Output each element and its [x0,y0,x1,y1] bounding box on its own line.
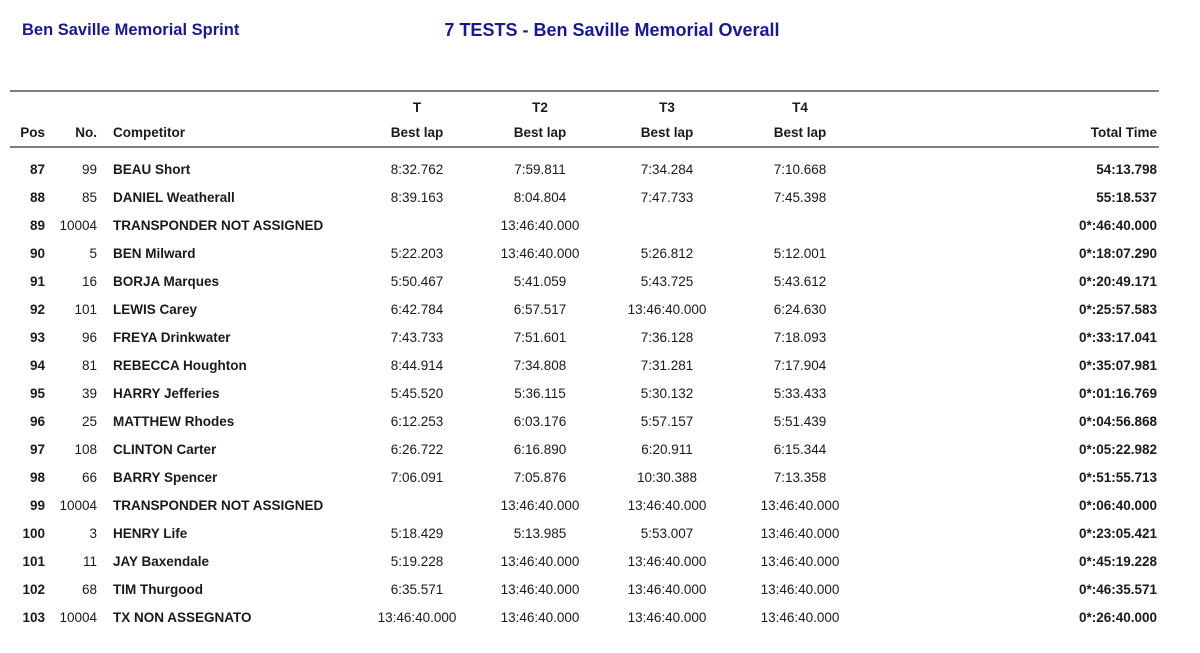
report-title: 7 TESTS - Ben Saville Memorial Overall [444,20,780,40]
column-header-test-4: T4 [792,100,808,116]
cell-best-lap-t4: 5:33.433 [773,386,827,402]
cell-total-time: 0*:01:16.769 [1078,386,1157,402]
table-row [10,156,1159,184]
cell-competitor-number: 66 [81,470,97,486]
cell-best-lap-t4: 13:46:40.000 [760,582,840,598]
cell-competitor-name: HARRY Jefferies [113,386,220,402]
table-row [10,352,1159,380]
column-header-bestlap-4: Best lap [773,125,827,141]
column-header-bestlap-3: Best lap [640,125,694,141]
cell-competitor-number: 25 [81,414,97,430]
cell-best-lap-t3: 7:34.284 [640,162,694,178]
cell-competitor-name: BEN Milward [113,246,196,262]
cell-best-lap-t3: 10:30.388 [636,470,698,486]
column-header-bestlap-1: Best lap [390,125,444,141]
cell-best-lap-t1: 7:06.091 [390,470,444,486]
cell-competitor-name: BEAU Short [113,162,191,178]
cell-competitor-number: 10004 [59,610,97,626]
cell-competitor-name: BARRY Spencer [113,470,218,486]
cell-total-time: 0*:46:40.000 [1078,218,1157,234]
cell-total-time: 0*:04:56.868 [1078,414,1157,430]
table-row [10,240,1159,268]
cell-total-time: 0*:05:22.982 [1078,442,1157,458]
cell-best-lap-t4: 7:18.093 [773,330,827,346]
cell-best-lap-t1: 6:12.253 [390,414,444,430]
cell-best-lap-t2: 13:46:40.000 [500,582,580,598]
column-header-test-1: T [412,100,422,116]
cell-competitor-name: REBECCA Houghton [113,358,247,374]
column-header-pos: Pos [20,125,45,141]
cell-best-lap-t2: 13:46:40.000 [500,246,580,262]
cell-best-lap-t4: 7:45.398 [773,190,827,206]
table-row [10,296,1159,324]
table-row [10,576,1159,604]
cell-total-time: 0*:23:05.421 [1078,526,1157,542]
results-table [10,90,1159,632]
cell-best-lap-t3: 5:57.157 [640,414,694,430]
cell-competitor-name: FREYA Drinkwater [113,330,231,346]
cell-best-lap-t4: 5:43.612 [773,274,827,290]
cell-competitor-number: 68 [81,582,97,598]
cell-best-lap-t1: 6:42.784 [390,302,444,318]
cell-position: 92 [29,302,45,318]
cell-best-lap-t4: 6:24.630 [773,302,827,318]
table-row [10,380,1159,408]
cell-best-lap-t1: 8:39.163 [390,190,444,206]
cell-best-lap-t3: 13:46:40.000 [627,498,707,514]
cell-competitor-name: TIM Thurgood [113,582,203,598]
cell-competitor-name: LEWIS Carey [113,302,198,318]
column-header-test-2: T2 [532,100,548,116]
cell-competitor-name: TRANSPONDER NOT ASSIGNED [113,218,324,234]
cell-best-lap-t1: 7:43.733 [390,330,444,346]
cell-competitor-number: 3 [89,526,97,542]
table-row [10,520,1159,548]
cell-competitor-name: BORJA Marques [113,274,220,290]
cell-position: 100 [22,526,45,542]
cell-best-lap-t2: 5:13.985 [513,526,567,542]
cell-best-lap-t2: 13:46:40.000 [500,610,580,626]
cell-competitor-name: TRANSPONDER NOT ASSIGNED [113,498,324,514]
column-header-total-time: Total Time [1090,125,1157,141]
cell-best-lap-t4: 6:15.344 [773,442,827,458]
cell-best-lap-t4: 7:13.358 [773,470,827,486]
cell-position: 97 [29,442,45,458]
cell-total-time: 0*:35:07.981 [1078,358,1157,374]
table-header-test-row [10,96,1159,120]
event-title: Ben Saville Memorial Sprint [22,21,240,39]
cell-best-lap-t3: 5:30.132 [640,386,694,402]
table-row [10,184,1159,212]
table-row [10,604,1159,632]
cell-competitor-number: 11 [82,554,97,570]
cell-competitor-name: DANIEL Weatherall [113,190,235,206]
cell-best-lap-t2: 6:16.890 [513,442,567,458]
cell-best-lap-t3: 13:46:40.000 [627,302,707,318]
cell-best-lap-t2: 13:46:40.000 [500,498,580,514]
cell-competitor-number: 10004 [59,498,97,514]
cell-competitor-name: JAY Baxendale [113,554,210,570]
table-header [10,90,1159,148]
cell-best-lap-t3: 7:47.733 [640,190,694,206]
cell-competitor-name: CLINTON Carter [113,442,217,458]
table-row [10,492,1159,520]
cell-competitor-number: 5 [89,246,97,262]
report-header [0,0,1200,90]
cell-competitor-name: HENRY Life [113,526,188,542]
table-header-label-row [10,120,1159,146]
cell-best-lap-t3: 5:43.725 [640,274,694,290]
table-row [10,324,1159,352]
cell-position: 98 [29,470,45,486]
column-header-bestlap-2: Best lap [513,125,567,141]
cell-total-time: 0*:25:57.583 [1078,302,1157,318]
column-header-competitor: Competitor [113,125,185,141]
cell-best-lap-t1: 5:18.429 [390,526,444,542]
cell-best-lap-t1: 8:32.762 [390,162,444,178]
table-row [10,212,1159,240]
cell-best-lap-t3: 6:20.911 [641,442,693,458]
cell-position: 101 [22,554,45,570]
table-row [10,548,1159,576]
cell-best-lap-t1: 5:45.520 [390,386,444,402]
cell-total-time: 0*:45:19.228 [1078,554,1157,570]
cell-position: 90 [29,246,45,262]
table-row [10,464,1159,492]
cell-total-time: 0*:46:35.571 [1078,582,1157,598]
cell-best-lap-t3: 13:46:40.000 [627,610,707,626]
cell-best-lap-t1: 13:46:40.000 [377,610,457,626]
table-row [10,408,1159,436]
cell-competitor-number: 99 [81,162,97,178]
cell-best-lap-t2: 8:04.804 [513,190,567,206]
table-body [10,148,1159,632]
cell-position: 88 [29,190,45,206]
cell-best-lap-t2: 5:41.059 [513,274,567,290]
cell-competitor-number: 85 [81,190,97,206]
cell-best-lap-t1: 6:35.571 [390,582,444,598]
cell-best-lap-t2: 13:46:40.000 [500,554,580,570]
cell-best-lap-t1: 5:22.203 [390,246,444,262]
cell-best-lap-t3: 7:36.128 [640,330,694,346]
cell-best-lap-t4: 13:46:40.000 [760,526,840,542]
cell-best-lap-t4: 13:46:40.000 [760,554,840,570]
cell-best-lap-t1: 6:26.722 [390,442,444,458]
cell-competitor-number: 39 [81,386,97,402]
cell-best-lap-t3: 7:31.281 [640,358,694,374]
cell-competitor-number: 81 [81,358,97,374]
cell-best-lap-t2: 7:59.811 [514,162,566,178]
cell-competitor-name: MATTHEW Rhodes [113,414,235,430]
cell-best-lap-t2: 6:57.517 [513,302,567,318]
table-row [10,436,1159,464]
cell-position: 95 [29,386,45,402]
cell-competitor-number: 108 [74,442,97,458]
cell-best-lap-t4: 13:46:40.000 [760,498,840,514]
cell-competitor-number: 101 [74,302,97,318]
cell-position: 103 [22,610,45,626]
cell-best-lap-t4: 5:12.001 [773,246,827,262]
cell-best-lap-t2: 7:34.808 [513,358,567,374]
cell-best-lap-t1: 5:19.228 [390,554,444,570]
cell-competitor-name: TX NON ASSEGNATO [113,610,252,626]
cell-position: 96 [29,414,45,430]
cell-total-time: 0*:26:40.000 [1078,610,1157,626]
column-header-test-3: T3 [659,100,675,116]
cell-position: 99 [29,498,45,514]
cell-position: 91 [29,274,45,290]
cell-total-time: 0*:18:07.290 [1078,246,1157,262]
cell-position: 89 [29,218,45,234]
cell-total-time: 55:18.537 [1096,190,1157,206]
cell-best-lap-t2: 6:03.176 [513,414,567,430]
cell-best-lap-t1: 8:44.914 [390,358,444,374]
cell-best-lap-t4: 5:51.439 [773,414,827,430]
cell-best-lap-t3: 13:46:40.000 [627,582,707,598]
cell-total-time: 0*:51:55.713 [1078,470,1157,486]
cell-competitor-number: 96 [81,330,97,346]
cell-best-lap-t1: 5:50.467 [390,274,444,290]
cell-total-time: 0*:33:17.041 [1078,330,1157,346]
cell-position: 93 [29,330,45,346]
cell-position: 94 [29,358,45,374]
table-row [10,268,1159,296]
cell-total-time: 0*:20:49.171 [1078,274,1157,290]
cell-best-lap-t3: 5:26.812 [640,246,694,262]
cell-position: 87 [29,162,45,178]
cell-position: 102 [22,582,45,598]
column-header-no: No. [75,125,97,141]
cell-best-lap-t4: 7:10.668 [773,162,827,178]
cell-competitor-number: 16 [81,274,97,290]
cell-best-lap-t2: 7:05.876 [513,470,567,486]
cell-best-lap-t4: 7:17.904 [773,358,827,374]
cell-best-lap-t2: 13:46:40.000 [500,218,580,234]
cell-competitor-number: 10004 [59,218,97,234]
cell-best-lap-t4: 13:46:40.000 [760,610,840,626]
cell-best-lap-t3: 5:53.007 [640,526,694,542]
cell-best-lap-t2: 5:36.115 [514,386,566,402]
cell-total-time: 0*:06:40.000 [1078,498,1157,514]
cell-total-time: 54:13.798 [1096,162,1157,178]
cell-best-lap-t3: 13:46:40.000 [627,554,707,570]
cell-best-lap-t2: 7:51.601 [513,330,567,346]
